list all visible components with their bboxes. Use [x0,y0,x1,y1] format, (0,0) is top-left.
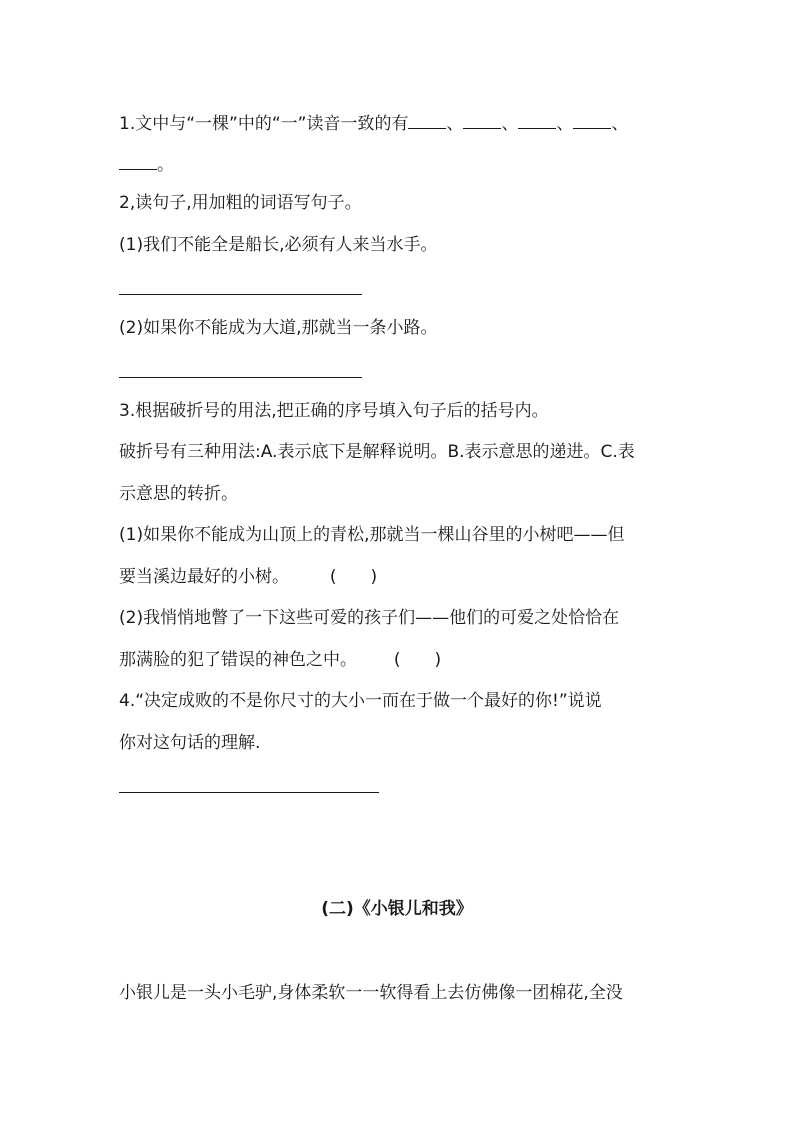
q3-desc-line2: 示意思的转折。 [119,484,238,504]
q1-end-mark: 。 [157,155,174,175]
q3-title: 3.根据破折号的用法,把正确的序号填入句子后的括号内。 [119,401,549,421]
q1-blank-2[interactable] [463,112,501,129]
q3-answer-bracket-1[interactable]: ( ) [329,567,378,587]
q1-blank-1[interactable] [408,112,446,129]
q1-line2 [119,153,174,176]
q2-answer-line-1[interactable] [119,294,362,295]
q3-sentence-1-line2 [119,566,377,588]
q3-sentence-1-line1: (1)如果你不能成为山顶上的青松,那就当一棵山谷里的小树吧——但 [119,525,625,545]
q2-sentence-1: (1)我们不能全是船长,必须有人来当水手。 [119,235,438,255]
q1-line1 [119,112,628,135]
q1-separator: 、 [556,114,574,134]
q1-blank-4[interactable] [573,112,611,129]
q3-sentence-1-text: 要当溪边最好的小树。 [119,567,289,587]
q2-title: 2,读句子,用加粗的词语写句子。 [119,193,362,213]
q4-line2: 你对这句话的理解. [119,733,261,753]
q3-desc-line1: 破折号有三种用法:A.表示底下是解释说明。B.表示意思的递进。C.表 [119,442,635,462]
q1-separator: 、 [501,114,519,134]
q3-sentence-2-line1: (2)我悄悄地瞥了一下这些可爱的孩子们——他们的可爱之处恰恰在 [119,608,620,628]
q1-prefix: 1.文中与“一棵”中的“一”读音一致的有 [119,114,409,134]
q4-line1: 4.“决定成败的不是你尺寸的大小一而在于做一个最好的你!”说说 [119,691,602,711]
q1-separator: 、 [611,114,629,134]
section-title: (二)《小银儿和我》 [321,899,473,919]
q3-sentence-2-text: 那满脸的犯了错误的神色之中。 [119,650,357,670]
q2-answer-line-2[interactable] [119,377,362,378]
q4-answer-line[interactable] [119,792,379,793]
section-first-line: 小银儿是一头小毛驴,身体柔软一一软得看上去仿佛像一团棉花,全没 [119,983,623,1003]
q1-blank-5[interactable] [119,153,157,170]
q2-sentence-2: (2)如果你不能成为大道,那就当一条小路。 [119,318,438,338]
q1-blank-3[interactable] [518,112,556,129]
q1-separator: 、 [446,114,464,134]
q3-answer-bracket-2[interactable]: ( ) [393,650,442,670]
q3-sentence-2-line2 [119,649,441,671]
